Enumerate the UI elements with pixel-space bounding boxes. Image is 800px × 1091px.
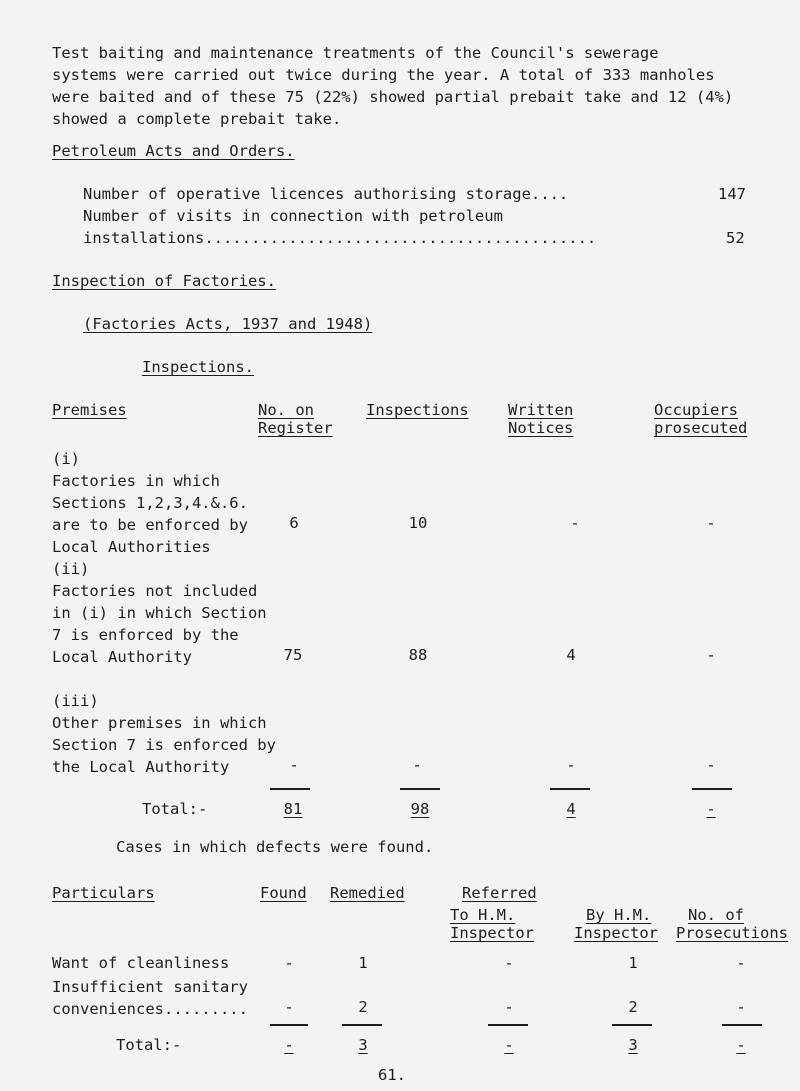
row-premises-line: Factories not included bbox=[52, 582, 258, 600]
col-to-hm-line: To H.M. bbox=[450, 906, 516, 924]
row-inspections: 88 bbox=[408, 646, 428, 664]
defects-total-prosecutions: - bbox=[736, 1036, 746, 1054]
total-label: Total:- bbox=[142, 800, 208, 818]
total-notices: 4 bbox=[566, 800, 576, 818]
factories-subheading: (Factories Acts, 1937 and 1948) bbox=[83, 315, 373, 333]
table-row bbox=[52, 448, 248, 558]
row-occupiers: - bbox=[706, 646, 716, 664]
col-found: Found bbox=[260, 884, 307, 902]
col-occupiers-line: prosecuted bbox=[654, 419, 748, 437]
defect-row-found: - bbox=[284, 954, 294, 972]
row-inspections: 10 bbox=[408, 514, 428, 532]
table-row bbox=[52, 690, 276, 778]
total-rule bbox=[270, 788, 310, 790]
total-rule bbox=[488, 1024, 528, 1026]
defects-total-to-hm: - bbox=[504, 1036, 514, 1054]
defects-heading: Cases in which defects were found. bbox=[116, 838, 434, 856]
col-register-line: Register bbox=[258, 419, 333, 437]
intro-line: systems were carried out twice during the year. A total of 333 manholes bbox=[52, 66, 715, 84]
row-premises-line: Other premises in which bbox=[52, 714, 267, 732]
col-prosecutions-line: Prosecutions bbox=[676, 924, 788, 942]
col-remedied: Remedied bbox=[330, 884, 405, 902]
defect-row-prosecutions: - bbox=[736, 998, 746, 1016]
licences-value: 147 bbox=[718, 185, 746, 203]
col-to-hm-line: Inspector bbox=[450, 924, 534, 942]
col-to-hm bbox=[450, 906, 534, 942]
defect-row-particulars-line: Insufficient sanitary bbox=[52, 978, 248, 996]
col-occupiers-line: Occupiers bbox=[654, 401, 738, 419]
col-premises: Premises bbox=[52, 401, 127, 419]
visits-label: Number of visits in connection with petroleum bbox=[83, 207, 503, 225]
row-number: (iii) bbox=[52, 692, 99, 710]
table-row bbox=[52, 558, 267, 668]
row-premises-line: Factories in which bbox=[52, 472, 220, 490]
col-particulars: Particulars bbox=[52, 884, 155, 902]
row-notices: - bbox=[566, 756, 576, 774]
defect-row-prosecutions: - bbox=[736, 954, 746, 972]
defects-total-remedied: 3 bbox=[358, 1036, 368, 1054]
factories-heading: Inspection of Factories. bbox=[52, 272, 276, 290]
row-register: 6 bbox=[289, 514, 299, 532]
row-occupiers: - bbox=[706, 514, 716, 532]
total-rule bbox=[270, 1024, 308, 1026]
row-premises-line: are to be enforced by bbox=[52, 516, 248, 534]
total-rule bbox=[612, 1024, 652, 1026]
row-number: (i) bbox=[52, 450, 80, 468]
defect-row-remedied: 2 bbox=[358, 998, 368, 1016]
petroleum-heading: Petroleum Acts and Orders. bbox=[52, 142, 295, 160]
col-by-hm-line: Inspector bbox=[574, 924, 658, 942]
row-number: (ii) bbox=[52, 560, 90, 578]
total-rule bbox=[400, 788, 440, 790]
row-premises-line: Local Authority bbox=[52, 648, 192, 666]
col-notices-line: Notices bbox=[508, 419, 574, 437]
intro-paragraph bbox=[52, 42, 772, 130]
row-register: 75 bbox=[283, 646, 303, 664]
defect-row-by-hm: 1 bbox=[628, 954, 638, 972]
defects-total-label: Total:- bbox=[116, 1036, 182, 1054]
total-rule bbox=[550, 788, 590, 790]
defect-row-particulars: Want of cleanliness bbox=[52, 954, 230, 972]
defect-row-particulars-line: conveniences......... bbox=[52, 1000, 248, 1018]
col-by-hm bbox=[574, 906, 658, 942]
defects-total-found: - bbox=[284, 1036, 294, 1054]
licences-label: Number of operative licences authorising storage.... bbox=[83, 185, 569, 203]
defects-total-by-hm: 3 bbox=[628, 1036, 638, 1054]
row-register: - bbox=[289, 756, 299, 774]
defect-row-particulars bbox=[52, 976, 248, 1020]
row-inspections: - bbox=[412, 756, 422, 774]
defect-row-to-hm: - bbox=[504, 998, 514, 1016]
col-by-hm-line: By H.M. bbox=[586, 906, 652, 924]
col-referred: Referred bbox=[462, 884, 537, 902]
total-rule bbox=[692, 788, 732, 790]
row-premises-line: Section 7 is enforced by bbox=[52, 736, 276, 754]
visits-value: 52 bbox=[726, 229, 745, 247]
defect-row-found: - bbox=[284, 998, 294, 1016]
col-register-line: No. on bbox=[258, 401, 314, 419]
page-number: 61. bbox=[378, 1066, 406, 1084]
col-notices bbox=[508, 401, 573, 437]
row-premises-line: in (i) in which Section bbox=[52, 604, 267, 622]
col-occupiers bbox=[654, 401, 747, 437]
row-premises-line: Sections 1,2,3,4.&.6. bbox=[52, 494, 248, 512]
total-rule bbox=[342, 1024, 382, 1026]
inspections-heading: Inspections. bbox=[142, 358, 254, 376]
row-occupiers: - bbox=[706, 756, 716, 774]
row-premises-line: the Local Authority bbox=[52, 758, 230, 776]
col-prosecutions-line: No. of bbox=[688, 906, 744, 924]
intro-line: showed a complete prebait take. bbox=[52, 110, 342, 128]
intro-line: Test baiting and maintenance treatments of the Council's sewerage bbox=[52, 44, 659, 62]
row-premises-line: 7 is enforced by the bbox=[52, 626, 239, 644]
defect-row-by-hm: 2 bbox=[628, 998, 638, 1016]
row-premises-line: Local Authorities bbox=[52, 538, 211, 556]
total-occupiers: - bbox=[706, 800, 716, 818]
defect-row-remedied: 1 bbox=[358, 954, 368, 972]
col-inspections: Inspections bbox=[366, 401, 469, 419]
defect-row-to-hm: - bbox=[504, 954, 514, 972]
visits-label-cont: installations.......................................... bbox=[83, 229, 597, 247]
total-rule bbox=[722, 1024, 762, 1026]
col-notices-line: Written bbox=[508, 401, 574, 419]
row-notices: 4 bbox=[566, 646, 576, 664]
total-register: 81 bbox=[283, 800, 303, 818]
intro-line: were baited and of these 75 (22%) showed partial prebait take and 12 (4%) bbox=[52, 88, 734, 106]
col-register bbox=[258, 401, 333, 437]
row-notices: - bbox=[570, 514, 580, 532]
col-prosecutions bbox=[676, 906, 788, 942]
total-inspections: 98 bbox=[410, 800, 430, 818]
